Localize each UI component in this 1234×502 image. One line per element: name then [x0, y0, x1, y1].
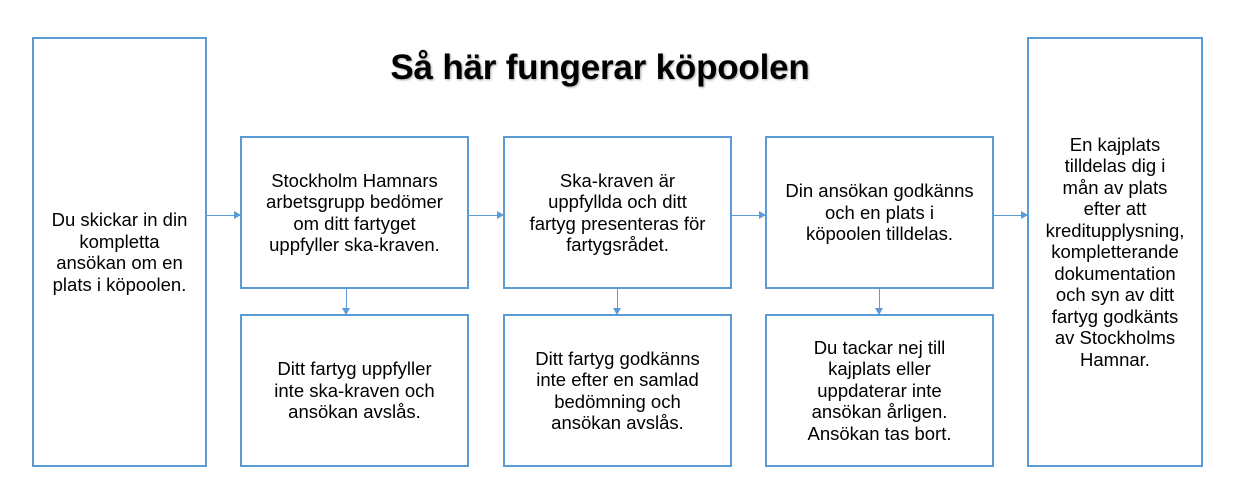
- box-start-application: [32, 37, 207, 467]
- box-text-line: och syn av ditt: [1055, 284, 1175, 306]
- box-text-line: inte efter en samlad: [536, 369, 699, 390]
- box-text-line: uppdaterar inte: [817, 379, 942, 401]
- arrow-down-icon: [879, 289, 880, 314]
- box-text-line: fartyg presenteras för: [529, 212, 706, 234]
- box-text-line: tilldelas dig i: [1064, 155, 1166, 177]
- box-text-line: En kajplats: [1069, 133, 1161, 155]
- box-text-line: fartyg godkänts: [1051, 305, 1179, 327]
- arrow-right-icon: [469, 215, 503, 216]
- box-text-line: av Stockholms: [1054, 327, 1176, 349]
- box-text-line: och en plats i: [824, 201, 934, 223]
- box-text-line: Ansökan tas bort.: [807, 422, 952, 444]
- arrow-right-icon: [207, 215, 240, 216]
- arrow-down-icon: [346, 289, 347, 314]
- box-end-berth-allocated: [1027, 37, 1203, 467]
- box-text-line: Ditt fartyg godkänns: [535, 347, 700, 369]
- box-text-line: Ska-kraven är: [559, 169, 676, 191]
- box-text-line: ansökan årligen.: [811, 401, 948, 423]
- box-text-line: efter att: [1083, 198, 1147, 220]
- box-text-line: inte ska-kraven och: [274, 379, 435, 401]
- box-text-line: Hamnar.: [1080, 348, 1150, 370]
- box-text-line: kajplats eller: [828, 358, 931, 380]
- box-text-line: uppfyller ska-kraven.: [269, 234, 440, 255]
- box-text-line: kreditupplysning,: [1045, 219, 1185, 241]
- diagram-title: Så här fungerar köpoolen: [390, 48, 810, 87]
- box-text-line: plats i köpoolen.: [52, 273, 187, 295]
- box-text-line: Du tackar nej till: [813, 336, 946, 358]
- box-text-line: Stockholm Hamnars: [271, 169, 438, 191]
- box-step-approved: [765, 136, 994, 289]
- box-reject-declined: [765, 314, 994, 467]
- arrow-right-icon: [732, 215, 765, 216]
- box-text-line: ansökan om en: [56, 252, 183, 273]
- box-text-line: mån av plats: [1062, 176, 1168, 198]
- box-text-line: fartygsrådet.: [566, 234, 669, 255]
- box-step-ship-council: [503, 136, 732, 289]
- arrow-right-icon: [994, 215, 1027, 216]
- arrow-down-icon: [617, 289, 618, 314]
- box-text-line: arbetsgrupp bedömer: [266, 191, 443, 212]
- box-text-line: ansökan avslås.: [551, 412, 684, 433]
- box-text-line: köpoolen tilldelas.: [805, 223, 954, 245]
- box-text-line: dokumentation: [1054, 262, 1176, 284]
- box-text-line: Ditt fartyg uppfyller: [277, 358, 432, 380]
- box-step-assessment: [240, 136, 469, 289]
- box-text-line: kompletterande: [1051, 241, 1179, 263]
- box-text-line: ansökan avslås.: [288, 401, 421, 423]
- box-reject-overall-assessment: [503, 314, 732, 467]
- box-text-line: bedömning och: [554, 390, 681, 412]
- box-text-line: om ditt fartyget: [293, 212, 416, 234]
- box-text-line: kompletta: [79, 230, 160, 252]
- box-text-line: Din ansökan godkänns: [785, 180, 974, 202]
- box-reject-requirements: [240, 314, 469, 467]
- box-text-line: Du skickar in din: [51, 209, 188, 230]
- box-text-line: uppfyllda och ditt: [548, 191, 687, 212]
